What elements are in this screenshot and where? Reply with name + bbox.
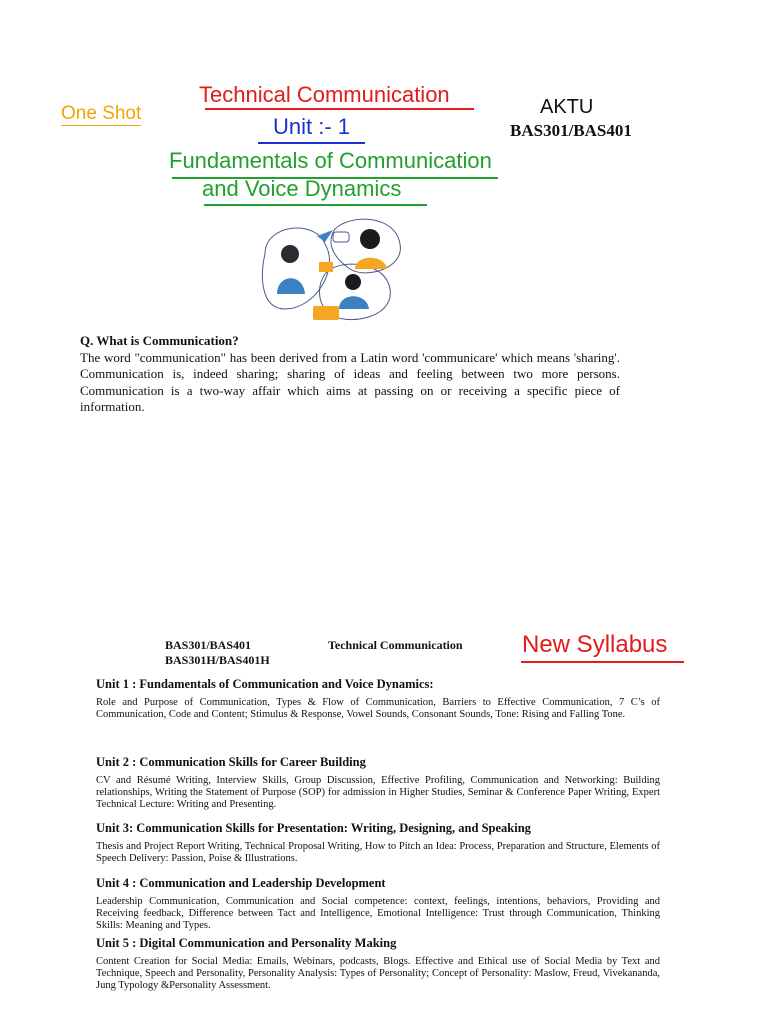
unit-1-body: Role and Purpose of Communication, Types & Flow of Communication, Barriers to Effective Communication, 7 C’s of Communication, Code and Content; Stimulus & Response, Vowel Sounds, Consonant Sounds, Tone: Rising and Falling Tone. bbox=[96, 697, 660, 720]
course-code: BAS301/BAS401 bbox=[510, 121, 632, 140]
new-syllabus-underline bbox=[521, 661, 684, 663]
university-label: AKTU bbox=[540, 96, 594, 118]
syllabus-code-line-2: BAS301H/BAS401H bbox=[165, 653, 270, 667]
unit-4-title: Unit 4 : Communication and Leadership Development bbox=[96, 876, 386, 890]
unit-underline bbox=[258, 142, 365, 144]
unit-3-title: Unit 3: Communication Skills for Presentation: Writing, Designing, and Speaking bbox=[96, 821, 531, 835]
topic-line-2: and Voice Dynamics bbox=[202, 176, 402, 201]
question-answer: The word "communication" has been derived from a Latin word 'communicare' which means 'sharing'. Communication is, indeed sharing; sharing of ideas and feeling between two more persons. Communication is a two-way affair which aims at passing on or receiving a specific piece of information. bbox=[80, 349, 620, 414]
syllabus-subject: Technical Communication bbox=[328, 638, 463, 652]
unit-5-title: Unit 5 : Digital Communication and Personality Making bbox=[96, 936, 397, 950]
unit-1-title: Unit 1 : Fundamentals of Communication and Voice Dynamics: bbox=[96, 677, 434, 691]
unit-4-body: Leadership Communication, Communication and Social competence: context, feelings, intentions, behaviors, Providing and Receiving feedback, Difference between Tact and Intelligence, Emotional Intelligence: Trust through Communication, Thinking Skills: Meaning and Types. bbox=[96, 896, 660, 931]
topic-line-1: Fundamentals of Communication bbox=[169, 148, 492, 173]
communication-illustration bbox=[255, 214, 405, 326]
unit-5 bbox=[96, 936, 660, 991]
unit-5-body: Content Creation for Social Media: Emails, Webinars, podcasts, Blogs. Effective and Ethical use of Social Media by Text and Technique, Speech and Personality, Personality Analysis: Types of Personality; Concept of Personality: Maslow, Freud, Vivekananda, Jung Typology &Personality Assessment. bbox=[96, 956, 660, 991]
title-underline bbox=[205, 108, 474, 110]
question-block bbox=[80, 333, 620, 416]
unit-2-title: Unit 2 : Communication Skills for Career Building bbox=[96, 755, 366, 769]
syllabus-code-line-1: BAS301/BAS401 bbox=[165, 638, 252, 652]
unit-3 bbox=[96, 821, 660, 865]
unit-3-body: Thesis and Project Report Writing, Technical Proposal Writing, How to Pitch an Idea: Process, Preparation and Structure, Elements of Speech Delivery: Passion, Poise & Illustrations. bbox=[96, 841, 660, 864]
topic-underline-2 bbox=[204, 204, 427, 206]
page-title: Technical Communication bbox=[199, 82, 450, 107]
syllabus-course-codes bbox=[165, 638, 270, 668]
unit-label: Unit :- 1 bbox=[273, 114, 351, 139]
one-shot-label: One Shot bbox=[61, 103, 142, 124]
unit-2 bbox=[96, 755, 660, 810]
unit-4 bbox=[96, 876, 660, 931]
unit-2-body: CV and Résumé Writing, Interview Skills, Group Discussion, Effective Profiling, Communication and Networking: Building relationships, Writing the Statement of Purpose (SOP) for admission in Higher Studies, Seminar & Conference Paper Writing, Expert Technical Lecture: Writing and Presenting. bbox=[96, 775, 660, 810]
unit-1 bbox=[96, 677, 660, 721]
question-title: Q. What is Communication? bbox=[80, 333, 239, 348]
new-syllabus-label: New Syllabus bbox=[522, 631, 668, 658]
